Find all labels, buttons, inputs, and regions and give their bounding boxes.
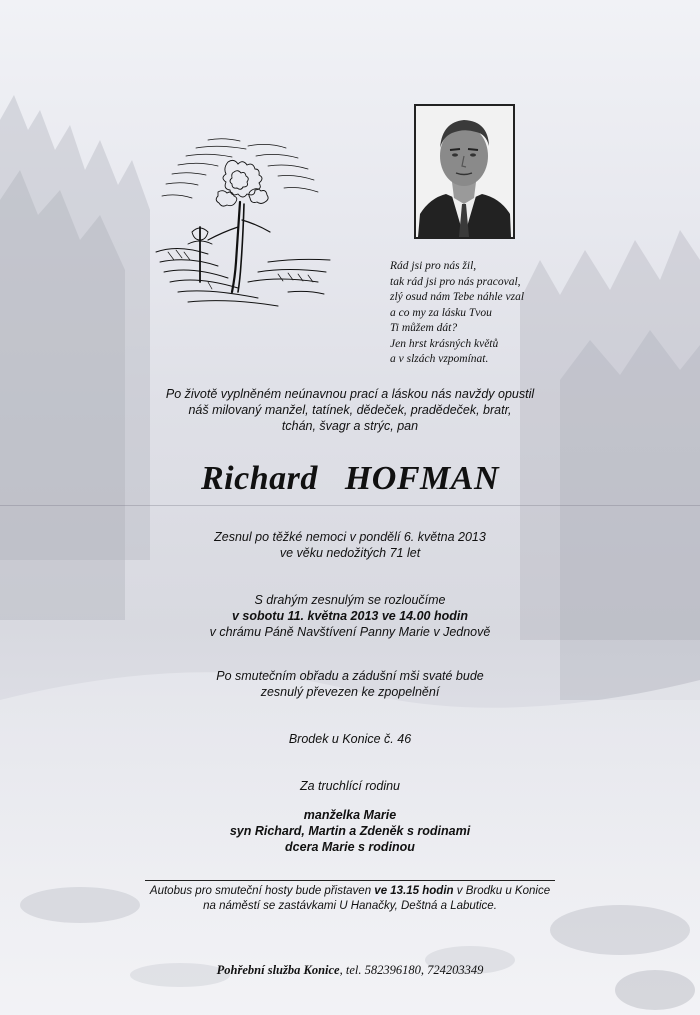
death-info (0, 529, 700, 561)
person-silhouette-icon (416, 106, 513, 237)
family-member: manželka Marie (303, 808, 397, 822)
cremation-line: zesnulý převezen ke zpopelnění (260, 685, 440, 699)
family-member: syn Richard, Martin a Zdeněk s rodinami (229, 824, 471, 838)
cremation-info (0, 668, 700, 700)
poem-line: Ti můžem dát? (390, 322, 458, 334)
bus-text: Autobus pro smuteční hosty bude přistaven (149, 885, 375, 897)
address: Brodek u Konice č. 46 (288, 732, 412, 746)
bus-line-2: na náměstí se zastávkami U Hanačky, Deštná a Labutice. (203, 900, 497, 912)
intro-text (0, 386, 700, 434)
poem-line: Rád jsi pro nás žil, (390, 260, 477, 272)
poem-line: a v slzách vzpomínat. (390, 353, 489, 365)
death-line: Zesnul po těžké nemoci v pondělí 6. května 2013 (214, 530, 486, 544)
bus-line-1 (0, 884, 700, 899)
intro-line: Po životě vyplněném neúnavnou prací a láskou nás navždy opustil (165, 387, 535, 401)
death-line: ve věku nedožitých 71 let (279, 546, 421, 560)
cremation-line: Po smutečním obřadu a zádušní mši svaté bude (216, 669, 484, 683)
bus-info (0, 884, 700, 914)
poem-line: Jen hrst krásných květů (390, 337, 499, 350)
tree-illustration (148, 132, 338, 312)
funeral-service (0, 963, 700, 978)
farewell-intro: S drahým zesnulým se rozloučíme (254, 593, 446, 607)
intro-line: náš milovaný manžel, tatínek, dědeček, pradědeček, bratr, (188, 403, 512, 417)
poem-line: zlý osud nám Tebe náhle vzal (390, 291, 525, 303)
funeral-service-name: Pohřební služba Konice (216, 963, 340, 977)
family-intro: Za truchlící rodinu (299, 779, 401, 793)
bus-place: v Brodku u Konice (453, 885, 551, 897)
portrait-photo (414, 104, 515, 239)
bus-time: ve 13.15 hodin (374, 885, 454, 897)
first-name: Richard (201, 460, 318, 497)
last-name: HOFMAN (344, 460, 499, 497)
divider-line (145, 880, 555, 881)
family-members (0, 807, 700, 855)
poem-line: tak rád jsi pro nás pracoval, (390, 275, 521, 288)
farewell-date-time: v sobotu 11. května 2013 ve 14.00 hodin (232, 609, 468, 623)
funeral-service-contact: , tel. 582396180, 724203349 (339, 963, 484, 977)
family-member: dcera Marie s rodinou (285, 840, 415, 854)
deceased-name (0, 460, 700, 498)
intro-line: tchán, švagr a strýc, pan (281, 419, 419, 433)
memorial-poem (390, 259, 590, 368)
farewell-info (0, 592, 700, 640)
farewell-place: v chrámu Páně Navštívení Panny Marie v Jednově (209, 625, 491, 639)
paper-fold-line (0, 505, 700, 506)
poem-line: a co my za lásku Tvou (390, 306, 492, 319)
